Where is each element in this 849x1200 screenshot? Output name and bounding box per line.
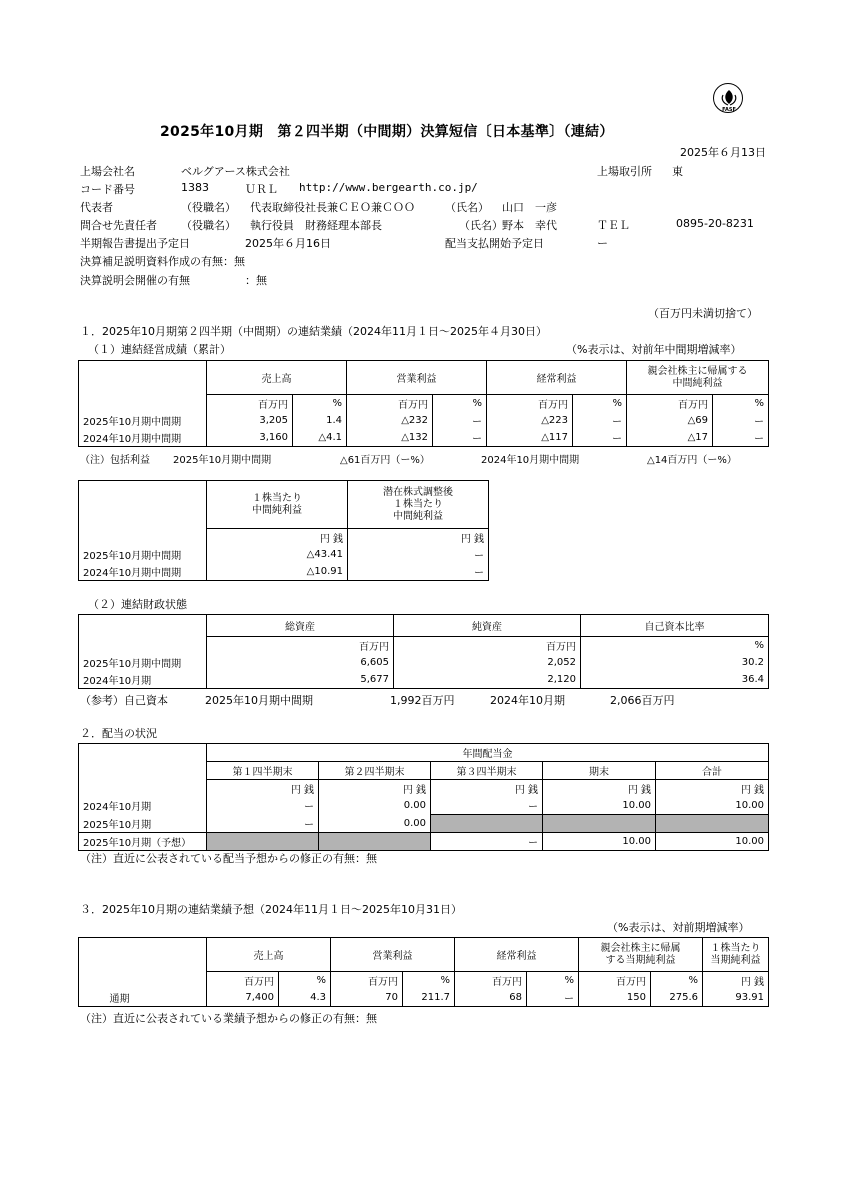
table-cell: ー <box>348 546 489 563</box>
table-cell: ー <box>207 815 319 833</box>
table-cell: 3,160 <box>207 429 293 447</box>
reference-period-1: 2025年10月期中間期 <box>205 694 313 707</box>
table-cell: ー <box>713 412 769 429</box>
fasf-seal-logo <box>713 83 743 113</box>
table-row-label: 2024年10月期 <box>79 797 207 815</box>
table-cell: △117 <box>487 429 573 447</box>
results-unit: 百万円 <box>207 395 293 413</box>
dividend-unit: 円 銭 <box>543 780 656 798</box>
results-header: 親会社株主に帰属する 中間純利益 <box>627 361 769 395</box>
forecast-unit: 円 銭 <box>703 972 769 990</box>
eps-table <box>78 480 489 581</box>
table-cell: 7,400 <box>207 989 279 1007</box>
announcement-date: 2025年６月13日 <box>680 146 766 159</box>
contact-name-label: （氏名） <box>459 219 503 232</box>
dividend-start: ー <box>597 237 608 250</box>
table-cell: 275.6 <box>651 989 703 1007</box>
reference-label: （参考）自己資本 <box>80 694 168 707</box>
section2-title: ２．配当の状況 <box>80 727 157 740</box>
forecast-unit: % <box>651 972 703 990</box>
financial-unit-blank <box>79 637 207 655</box>
code: 1383 <box>181 181 209 194</box>
eps-unit: 円 銭 <box>348 529 489 547</box>
forecast-header: 売上高 <box>207 938 331 972</box>
financial-header: 総資産 <box>207 615 394 637</box>
dividend-unit: 円 銭 <box>319 780 431 798</box>
section3-note-top: （%表示は、対前期増減率） <box>607 921 750 934</box>
table-cell: △232 <box>347 412 433 429</box>
forecast-corner <box>79 938 207 972</box>
table-cell: △43.41 <box>207 546 348 563</box>
table-cell: 211.7 <box>403 989 455 1007</box>
table-row-label: 2024年10月期中間期 <box>79 429 207 447</box>
dividend-note: （注）直近に公表されている配当予想からの修正の有無：無 <box>80 852 377 865</box>
table-cell: ー <box>713 429 769 447</box>
table-cell: 68 <box>455 989 527 1007</box>
forecast-unit: 百万円 <box>579 972 651 990</box>
results-unit: 百万円 <box>347 395 433 413</box>
table-cell-shaded <box>207 832 319 850</box>
results-header: 売上高 <box>207 361 347 395</box>
results-corner <box>79 361 207 395</box>
unit-note: （百万円未満切捨て） <box>648 307 758 320</box>
dividend-start-label: 配当支払開始予定日 <box>445 237 544 250</box>
report-date: 2025年６月16日 <box>245 237 331 250</box>
exchange: 東 <box>672 165 683 178</box>
table-cell: ー <box>207 797 319 815</box>
comprehensive-label-1: 2025年10月期中間期 <box>173 455 272 466</box>
report-date-label: 半期報告書提出予定日 <box>80 237 190 250</box>
table-cell: ー <box>573 429 627 447</box>
dividend-corner-2 <box>79 762 207 780</box>
comprehensive-label-2: 2024年10月期中間期 <box>481 455 580 466</box>
table-cell: 1.4 <box>293 412 347 429</box>
rep-label: 代表者 <box>80 201 113 214</box>
table-row-label: 2025年10月期中間期 <box>79 412 207 429</box>
section1-sub1-title: （１）連結経営成績（累計） <box>88 343 231 356</box>
supp-material: 決算補足説明資料作成の有無：無 <box>80 255 245 268</box>
comprehensive-value-1: △61百万円（ー%） <box>340 455 430 466</box>
reference-period-2: 2024年10月期 <box>490 694 565 707</box>
section1-title: １．2025年10月期第２四半期（中間期）の連結業績（2024年11月１日～2025年４月30日） <box>80 325 547 338</box>
contact-title: 執行役員 財務経理本部長 <box>250 219 382 232</box>
briefing-label: 決算説明会開催の有無 <box>80 274 190 287</box>
table-cell: 5,677 <box>207 671 394 689</box>
dividend-group-header: 年間配当金 <box>207 744 769 762</box>
table-cell: 150 <box>579 989 651 1007</box>
tel: 0895-20-8231 <box>676 217 754 230</box>
table-cell: 10.00 <box>543 797 656 815</box>
eps-header: 潜在株式調整後 １株当たり 中間純利益 <box>348 481 489 529</box>
dividend-header: 第１四半期末 <box>207 762 319 780</box>
financial-header: 自己資本比率 <box>581 615 769 637</box>
financial-table <box>78 614 769 689</box>
table-row-label: 2024年10月期 <box>79 671 207 689</box>
table-row-label: 通期 <box>79 989 207 1007</box>
dividend-corner <box>79 744 207 762</box>
table-cell: ー <box>573 412 627 429</box>
results-unit: % <box>433 395 487 413</box>
table-cell: 10.00 <box>656 797 769 815</box>
dividend-header: 第３四半期末 <box>431 762 543 780</box>
table-cell: 93.91 <box>703 989 769 1007</box>
results-unit: 百万円 <box>487 395 573 413</box>
table-row-label: 2024年10月期中間期 <box>79 563 207 581</box>
table-cell: ー <box>431 832 543 850</box>
table-cell-shaded <box>656 815 769 833</box>
forecast-note: （注）直近に公表されている業績予想からの修正の有無：無 <box>80 1012 377 1025</box>
forecast-unit: 百万円 <box>455 972 527 990</box>
table-cell: 0.00 <box>319 797 431 815</box>
briefing-value: ：無 <box>245 274 267 287</box>
table-cell: △4.1 <box>293 429 347 447</box>
forecast-unit: 百万円 <box>331 972 403 990</box>
table-cell: △10.91 <box>207 563 348 581</box>
contact-name: 野本 幸代 <box>502 219 557 232</box>
exchange-label: 上場取引所 <box>597 165 652 178</box>
table-cell: 10.00 <box>543 832 656 850</box>
financial-header: 純資産 <box>394 615 581 637</box>
comprehensive-note: （注）包括利益 <box>80 455 150 466</box>
dividend-unit: 円 銭 <box>431 780 543 798</box>
table-cell: △132 <box>347 429 433 447</box>
table-cell-shaded <box>431 815 543 833</box>
company-url[interactable]: http://www.bergearth.co.jp/ <box>299 181 478 194</box>
dividend-unit: 円 銭 <box>207 780 319 798</box>
table-cell: ー <box>348 563 489 581</box>
comprehensive-value-2: △14百万円（ー%） <box>647 455 737 466</box>
results-unit: % <box>573 395 627 413</box>
section3-title: ３．2025年10月期の連結業績予想（2024年11月１日～2025年10月31日） <box>80 903 462 916</box>
reference-value-1: 1,992百万円 <box>390 694 455 707</box>
table-cell: 70 <box>331 989 403 1007</box>
tel-label: ＴＥＬ <box>597 219 630 232</box>
url-label: ＵＲＬ <box>245 183 278 196</box>
document-title: 2025年10月期 第２四半期（中間期）決算短信〔日本基準〕（連結） <box>160 124 614 140</box>
rep-title: 代表取締役社長兼ＣＥＯ兼ＣＯＯ <box>250 201 415 214</box>
forecast-unit: % <box>527 972 579 990</box>
results-table <box>78 360 769 447</box>
table-cell: ー <box>433 429 487 447</box>
forecast-header: 経常利益 <box>455 938 579 972</box>
dividend-header: 合計 <box>656 762 769 780</box>
dividend-unit: 円 銭 <box>656 780 769 798</box>
forecast-unit: 百万円 <box>207 972 279 990</box>
reference-value-2: 2,066百万円 <box>610 694 675 707</box>
financial-unit: 百万円 <box>207 637 394 655</box>
results-unit: 百万円 <box>627 395 713 413</box>
results-unit-blank <box>79 395 207 413</box>
svg-text:FASF: FASF <box>722 107 736 113</box>
forecast-header: 親会社株主に帰属 する当期純利益 <box>579 938 703 972</box>
seal-leaf-icon <box>714 84 744 114</box>
section1-sub1-note: （%表示は、対前年中間期増減率） <box>566 343 742 356</box>
forecast-unit: % <box>403 972 455 990</box>
listed-name-label: 上場会社名 <box>80 165 135 178</box>
table-cell: 36.4 <box>581 671 769 689</box>
table-cell: △17 <box>627 429 713 447</box>
contact-label: 問合せ先責任者 <box>80 219 157 232</box>
table-cell-shaded <box>543 815 656 833</box>
results-header: 営業利益 <box>347 361 487 395</box>
table-cell: 4.3 <box>279 989 331 1007</box>
dividend-table <box>78 743 769 851</box>
eps-unit: 円 銭 <box>207 529 348 547</box>
table-cell: 6,605 <box>207 654 394 671</box>
table-row-label: 2025年10月期 <box>79 815 207 833</box>
table-row-label: 2025年10月期中間期 <box>79 654 207 671</box>
table-cell: 0.00 <box>319 815 431 833</box>
dividend-header: 期末 <box>543 762 656 780</box>
financial-unit: 百万円 <box>394 637 581 655</box>
results-unit: % <box>293 395 347 413</box>
table-cell: 2,120 <box>394 671 581 689</box>
forecast-header: １株当たり 当期純利益 <box>703 938 769 972</box>
table-cell: ー <box>431 797 543 815</box>
table-row-label: 2025年10月期（予想） <box>79 832 207 850</box>
table-cell: 2,052 <box>394 654 581 671</box>
table-cell: △69 <box>627 412 713 429</box>
eps-unit-blank <box>79 529 207 547</box>
code-label: コード番号 <box>80 183 135 196</box>
rep-name-label: （氏名） <box>445 201 489 214</box>
table-row-label: 2025年10月期中間期 <box>79 546 207 563</box>
rep-title-label: （役職名） <box>181 201 236 214</box>
table-cell: ー <box>433 412 487 429</box>
forecast-unit-blank <box>79 972 207 990</box>
contact-title-label: （役職名） <box>181 219 236 232</box>
forecast-header: 営業利益 <box>331 938 455 972</box>
financial-corner <box>79 615 207 637</box>
eps-header: １株当たり 中間純利益 <box>207 481 348 529</box>
table-cell: △223 <box>487 412 573 429</box>
table-cell: ー <box>527 989 579 1007</box>
eps-corner <box>79 481 207 529</box>
listed-name: ベルグアース株式会社 <box>181 165 290 178</box>
table-cell: 10.00 <box>656 832 769 850</box>
forecast-table <box>78 937 769 1007</box>
forecast-unit: % <box>279 972 331 990</box>
results-unit: % <box>713 395 769 413</box>
table-cell: 3,205 <box>207 412 293 429</box>
financial-unit: % <box>581 637 769 655</box>
table-cell-shaded <box>319 832 431 850</box>
rep-name: 山口 一彦 <box>502 201 557 214</box>
section1-sub2-title: （２）連結財政状態 <box>88 598 187 611</box>
dividend-unit-blank <box>79 780 207 798</box>
table-cell: 30.2 <box>581 654 769 671</box>
results-header: 経常利益 <box>487 361 627 395</box>
dividend-header: 第２四半期末 <box>319 762 431 780</box>
